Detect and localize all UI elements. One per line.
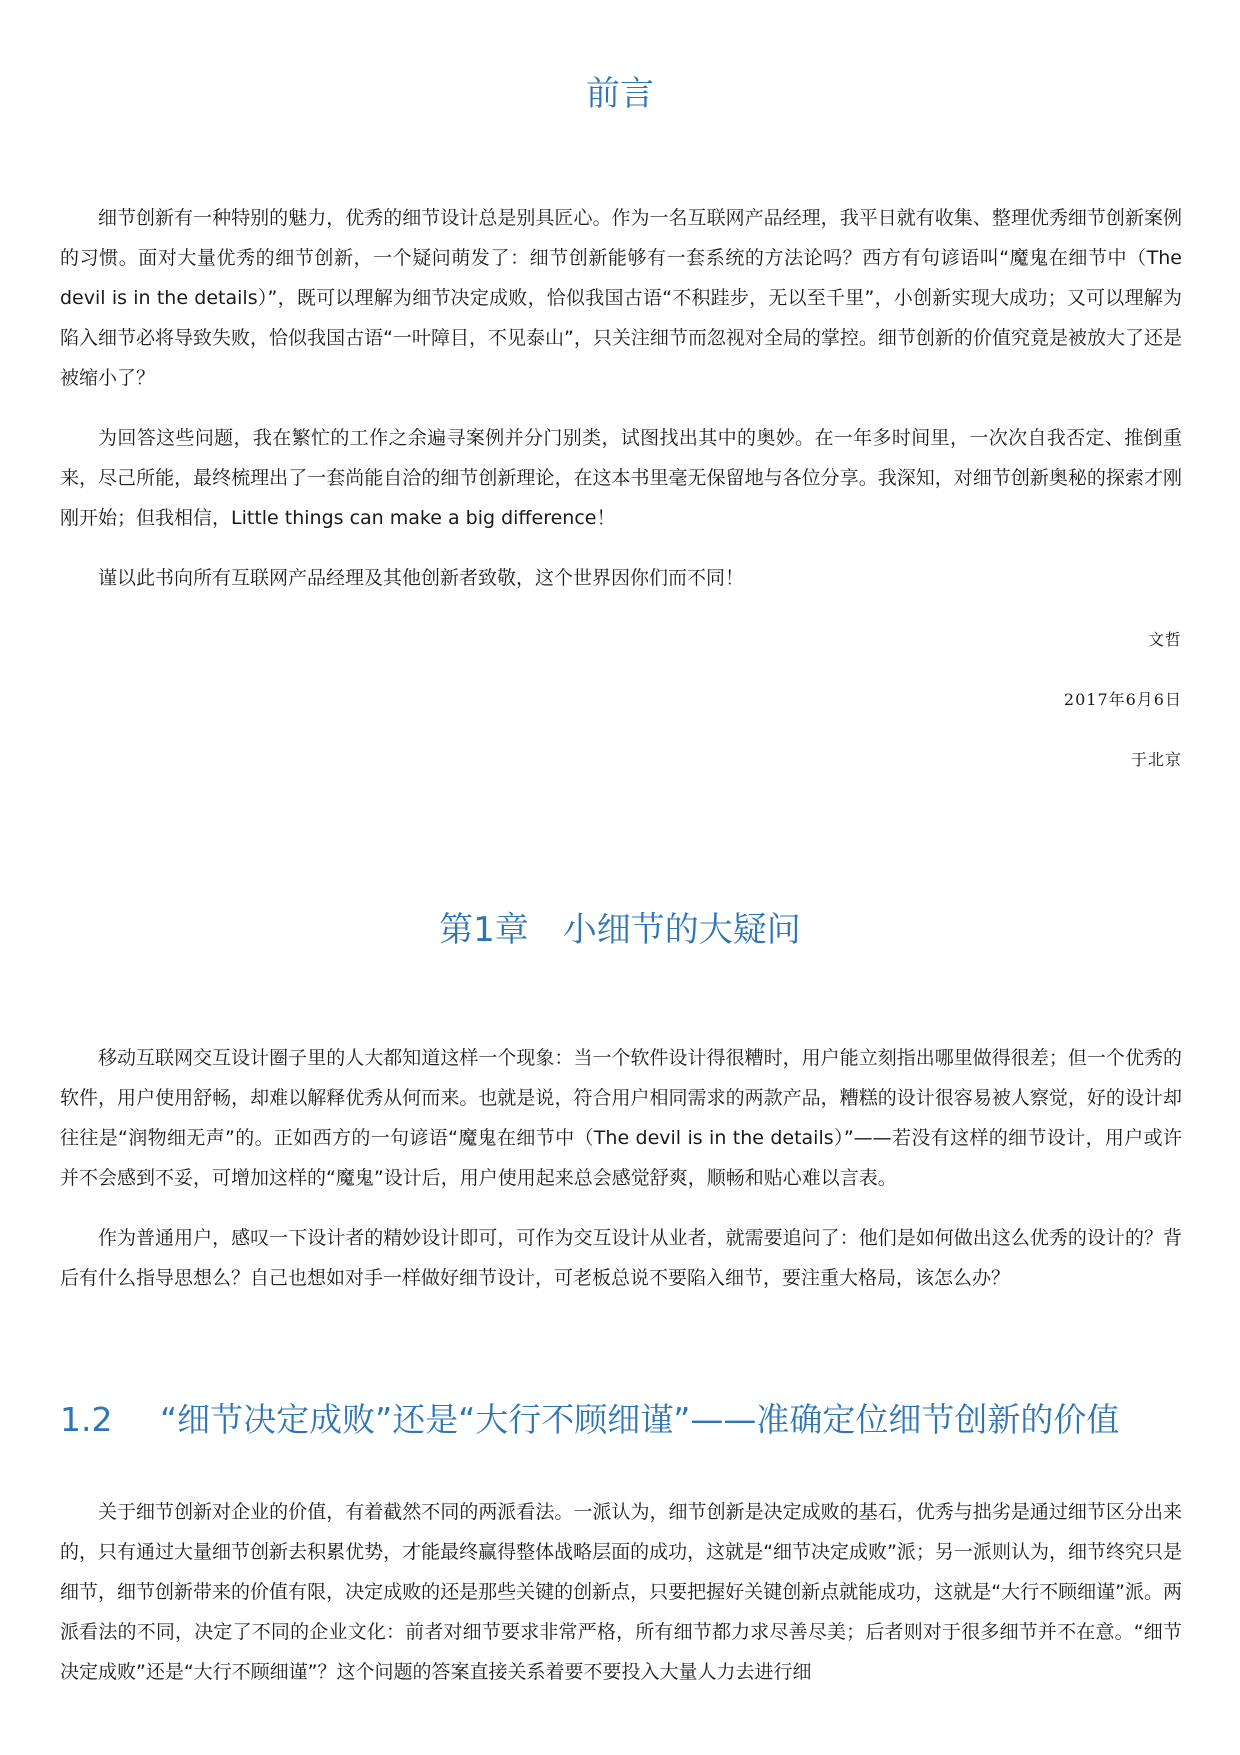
section-number: 1.2 bbox=[60, 1400, 113, 1439]
preface-paragraph-3: 谨以此书向所有互联网产品经理及其他创新者致敬，这个世界因你们而不同！ bbox=[98, 567, 745, 589]
chapter-paragraph-2: 作为普通用户，感叹一下设计者的精妙设计即可，可作为交互设计从业者，就需要追问了：他们是如何做出这么优秀的设计的？背后有什么指导思想么？自己也想如对手一样做好细节设计，可老板总说不要陷入细节，要注重大格局，该怎么办？ bbox=[60, 1227, 1182, 1289]
chapter-title: 第1章 小细节的大疑问 bbox=[439, 910, 801, 950]
preface-paragraph-2: 为回答这些问题，我在繁忙的工作之余遍寻案例并分门别类，试图找出其中的奥妙。在一年多时间里，一次次自我否定、推倒重来，尽己所能，最终梳理出了一套尚能自洽的细节创新理论，在这本书里毫无保留地与各位分享。我深知，对细节创新奥秘的探索才刚刚开始；但我相信，Little things can make a big difference！ bbox=[60, 427, 1182, 529]
signature-author: 文哲 bbox=[1147, 630, 1182, 649]
signature-place: 于北京 bbox=[1130, 750, 1182, 769]
signature-date: 2017年6月6日 bbox=[1063, 690, 1182, 709]
chapter-paragraph-1: 移动互联网交互设计圈子里的人大都知道这样一个现象：当一个软件设计得很糟时，用户能立刻指出哪里做得很差；但一个优秀的软件，用户使用舒畅，却难以解释优秀从何而来。也就是说，符合用户相同需求的两款产品，糟糕的设计很容易被人察觉，好的设计却往往是“润物细无声”的。正如西方的一句谚语“魔鬼在细节中（The devil is in the details）”——若没有这样的细节设计，用户或许并不会感到不妥，可增加这样的“魔鬼”设计后，用户使用起来总会感觉舒爽，顺畅和贴心难以言表。 bbox=[60, 1047, 1182, 1189]
preface-title: 前言 bbox=[586, 74, 654, 114]
section-title-text: “细节决定成败”还是“大行不顾细谨”——准确定位细节创新的价值 bbox=[160, 1400, 1120, 1439]
preface-paragraph-1: 细节创新有一种特别的魅力，优秀的细节设计总是别具匠心。作为一名互联网产品经理，我平日就有收集、整理优秀细节创新案例的习惯。面对大量优秀的细节创新，一个疑问萌发了：细节创新能够有一套系统的方法论吗？西方有句谚语叫“魔鬼在细节中（The devil is in the details）”，既可以理解为细节决定成败，恰似我国古语“不积跬步，无以至千里”，小创新实现大成功；又可以理解为陷入细节必将导致失败，恰似我国古语“一叶障目，不见泰山”，只关注细节而忽视对全局的掌控。细节创新的价值究竟是被放大了还是被缩小了？ bbox=[60, 207, 1182, 389]
section-heading bbox=[60, 1398, 1180, 1442]
section-paragraph-1: 关于细节创新对企业的价值，有着截然不同的两派看法。一派认为，细节创新是决定成败的基石，优秀与拙劣是通过细节区分出来的，只有通过大量细节创新去积累优势，才能最终赢得整体战略层面的成功，这就是“细节决定成败”派；另一派则认为，细节终究只是细节，细节创新带来的价值有限，决定成败的还是那些关键的创新点，只要把握好关键创新点就能成功，这就是“大行不顾细谨”派。两派看法的不同，决定了不同的企业文化：前者对细节要求非常严格，所有细节都力求尽善尽美；后者则对于很多细节并不在意。“细节决定成败”还是“大行不顾细谨”？这个问题的答案直接关系着要不要投入大量人力去进行细 bbox=[60, 1501, 1182, 1683]
